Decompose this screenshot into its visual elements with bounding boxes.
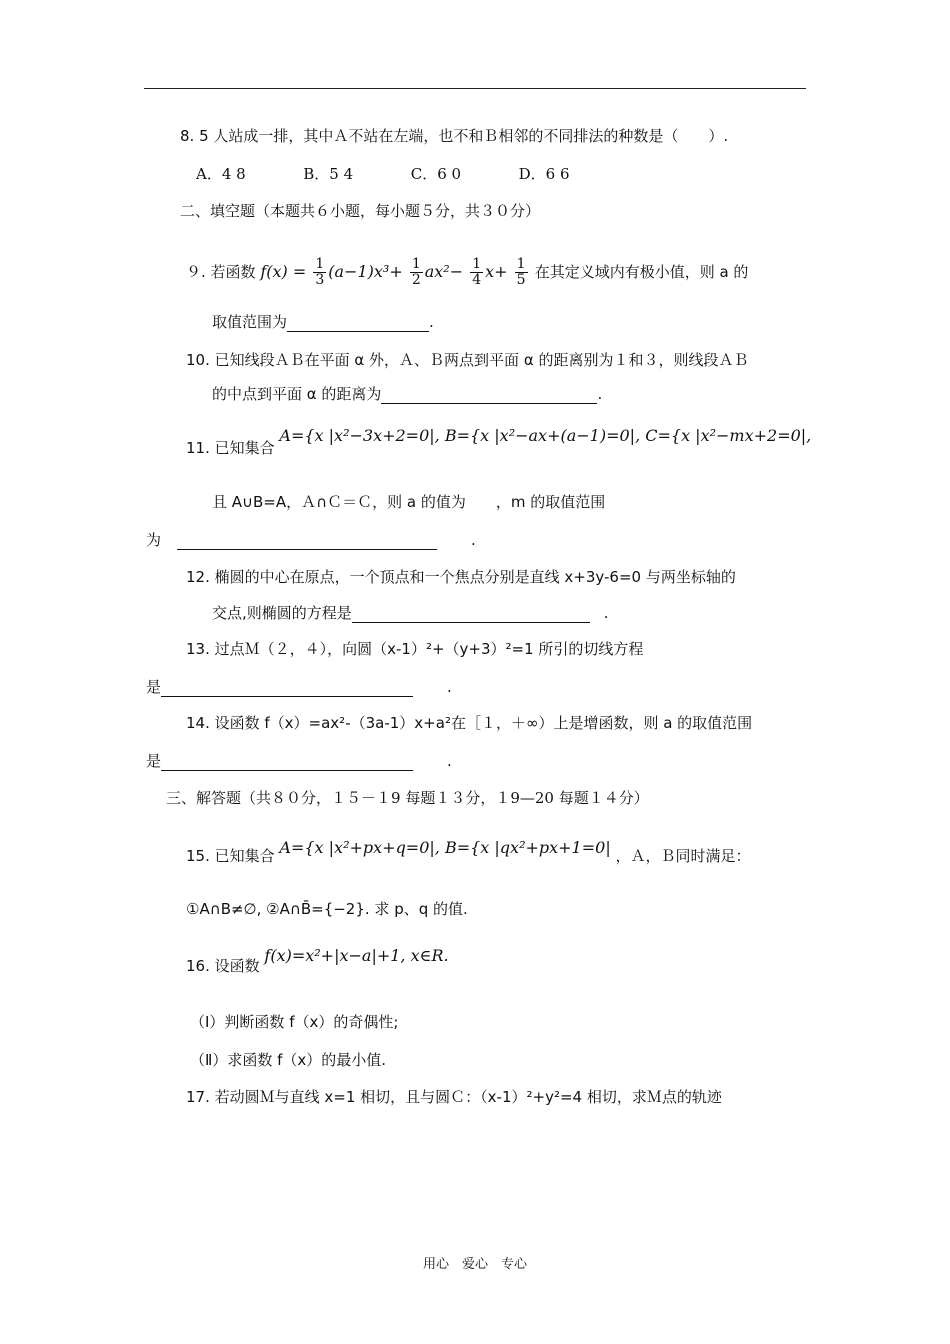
q11-answer-blank[interactable] — [177, 533, 437, 550]
q12-line1: 12. 椭圆的中心在原点，一个顶点和一个焦点分别是直线 x+3y-6=0 与两坐标轴的 — [186, 568, 736, 586]
q9-line1 — [186, 256, 748, 288]
q9-frac-4: $\frac{1}{5}$ — [516, 256, 526, 288]
q13-line1: 13. 过点Ｍ（２，４），向圆（x-1）²+（y+3）²=1 所引的切线方程 — [186, 640, 644, 658]
q11-sets: A={x |x²−3x+2=0|, B={x |x²−ax+(a−1)=0|, C={x |x²−mx+2=0|, — [279, 426, 812, 445]
q9-formula: f(x) = $\frac{1}{3}$ (a−1)x³+ $\frac{1}{2}$ ax²− $\frac{1}{4}$ x+ $\frac{1}{5}$ — [260, 256, 526, 288]
page-footer: 用心 爱心 专心 — [422, 1257, 527, 1272]
q8-stem: 8. 5 人站成一排，其中Ａ不站在左端，也不和Ｂ相邻的不同排法的种数是（ ）. — [180, 127, 729, 145]
q8-option-d: D．6 6 — [518, 165, 570, 183]
q8-option-a: A．4 8 — [196, 165, 246, 183]
q9-answer-blank[interactable] — [287, 315, 429, 332]
q9-suffix: 在其定义域内有极小值，则 a 的 — [534, 263, 749, 281]
q14-answer-blank[interactable] — [161, 754, 413, 771]
q12-line2: 交点,则椭圆的方程是 . — [212, 604, 609, 622]
q13-answer-blank[interactable] — [161, 680, 413, 697]
q15-line1: 15. 已知集合 A={x |x²+px+q=0|, B={x |qx²+px+1=0| ，Ａ，Ｂ同时满足： — [186, 838, 751, 865]
q8-option-b: B．5 4 — [303, 165, 354, 183]
q15-line2: ①A∩B≠∅, ②A∩B̄={−2}. 求 p、q 的值. — [186, 900, 468, 918]
q17-line1: 17. 若动圆Ｍ与直线 x=1 相切，且与圆Ｃ：（x-1）²+y²=4 相切，求Ｍ点的轨迹 — [186, 1088, 722, 1106]
q8-option-c: C．6 0 — [410, 165, 462, 183]
q15-sets: A={x |x²+px+q=0|, B={x |qx²+px+1=0| — [279, 838, 611, 857]
q11-line3: 为 . — [146, 531, 476, 549]
q8-options — [196, 164, 570, 184]
q10-line2: 的中点到平面 α 的距离为 . — [212, 385, 603, 403]
q16-line1: 16. 设函数 f(x)=x²+|x−a|+1, x∈R. — [186, 946, 449, 975]
q16-part2: （Ⅱ）求函数 f（x）的最小值. — [190, 1051, 387, 1069]
q10-line1: 10. 已知线段ＡＢ在平面 α 外，Ａ、Ｂ两点到平面 α 的距离别为１和３，则线段ＡＢ — [186, 351, 749, 369]
q11-line1: 11. 已知集合 A={x |x²−3x+2=0|, B={x |x²−ax+(a−1)=0|, C={x |x²−mx+2=0|, — [186, 426, 812, 457]
q13-line2: 是 . — [146, 678, 452, 696]
q9-frac-1: $\frac{1}{3}$ — [315, 256, 325, 288]
q9-line2: 取值范围为 . — [212, 313, 434, 331]
q16-func: f(x)=x²+|x−a|+1, x∈R. — [264, 946, 449, 965]
q9-frac-3: $\frac{1}{4}$ — [472, 256, 482, 288]
q14-line1: 14. 设函数 f（x）=ax²-（3a-1）x+a²在［１，＋∞）上是增函数，则 a 的取值范围 — [186, 714, 753, 732]
header-rule — [144, 88, 806, 89]
q9-prefix: ９. 若函数 — [186, 263, 256, 281]
q14-line2: 是 . — [146, 752, 452, 770]
q10-answer-blank[interactable] — [381, 387, 597, 404]
section-3-heading: 三、解答题（共８０分，１５－１9 每题１３分，１9—20 每题１４分） — [166, 789, 649, 807]
q12-answer-blank[interactable] — [352, 606, 590, 623]
q16-part1: （Ⅰ）判断函数 f（x）的奇偶性; — [190, 1013, 399, 1031]
q11-line2: 且 A∪B=A，Ａ∩Ｃ＝Ｃ，则 a 的值为 ，m 的取值范围 — [212, 493, 606, 511]
q9-frac-2: $\frac{1}{2}$ — [411, 256, 421, 288]
section-2-heading: 二、填空题（本题共６小题，每小题５分，共３０分） — [180, 202, 541, 220]
